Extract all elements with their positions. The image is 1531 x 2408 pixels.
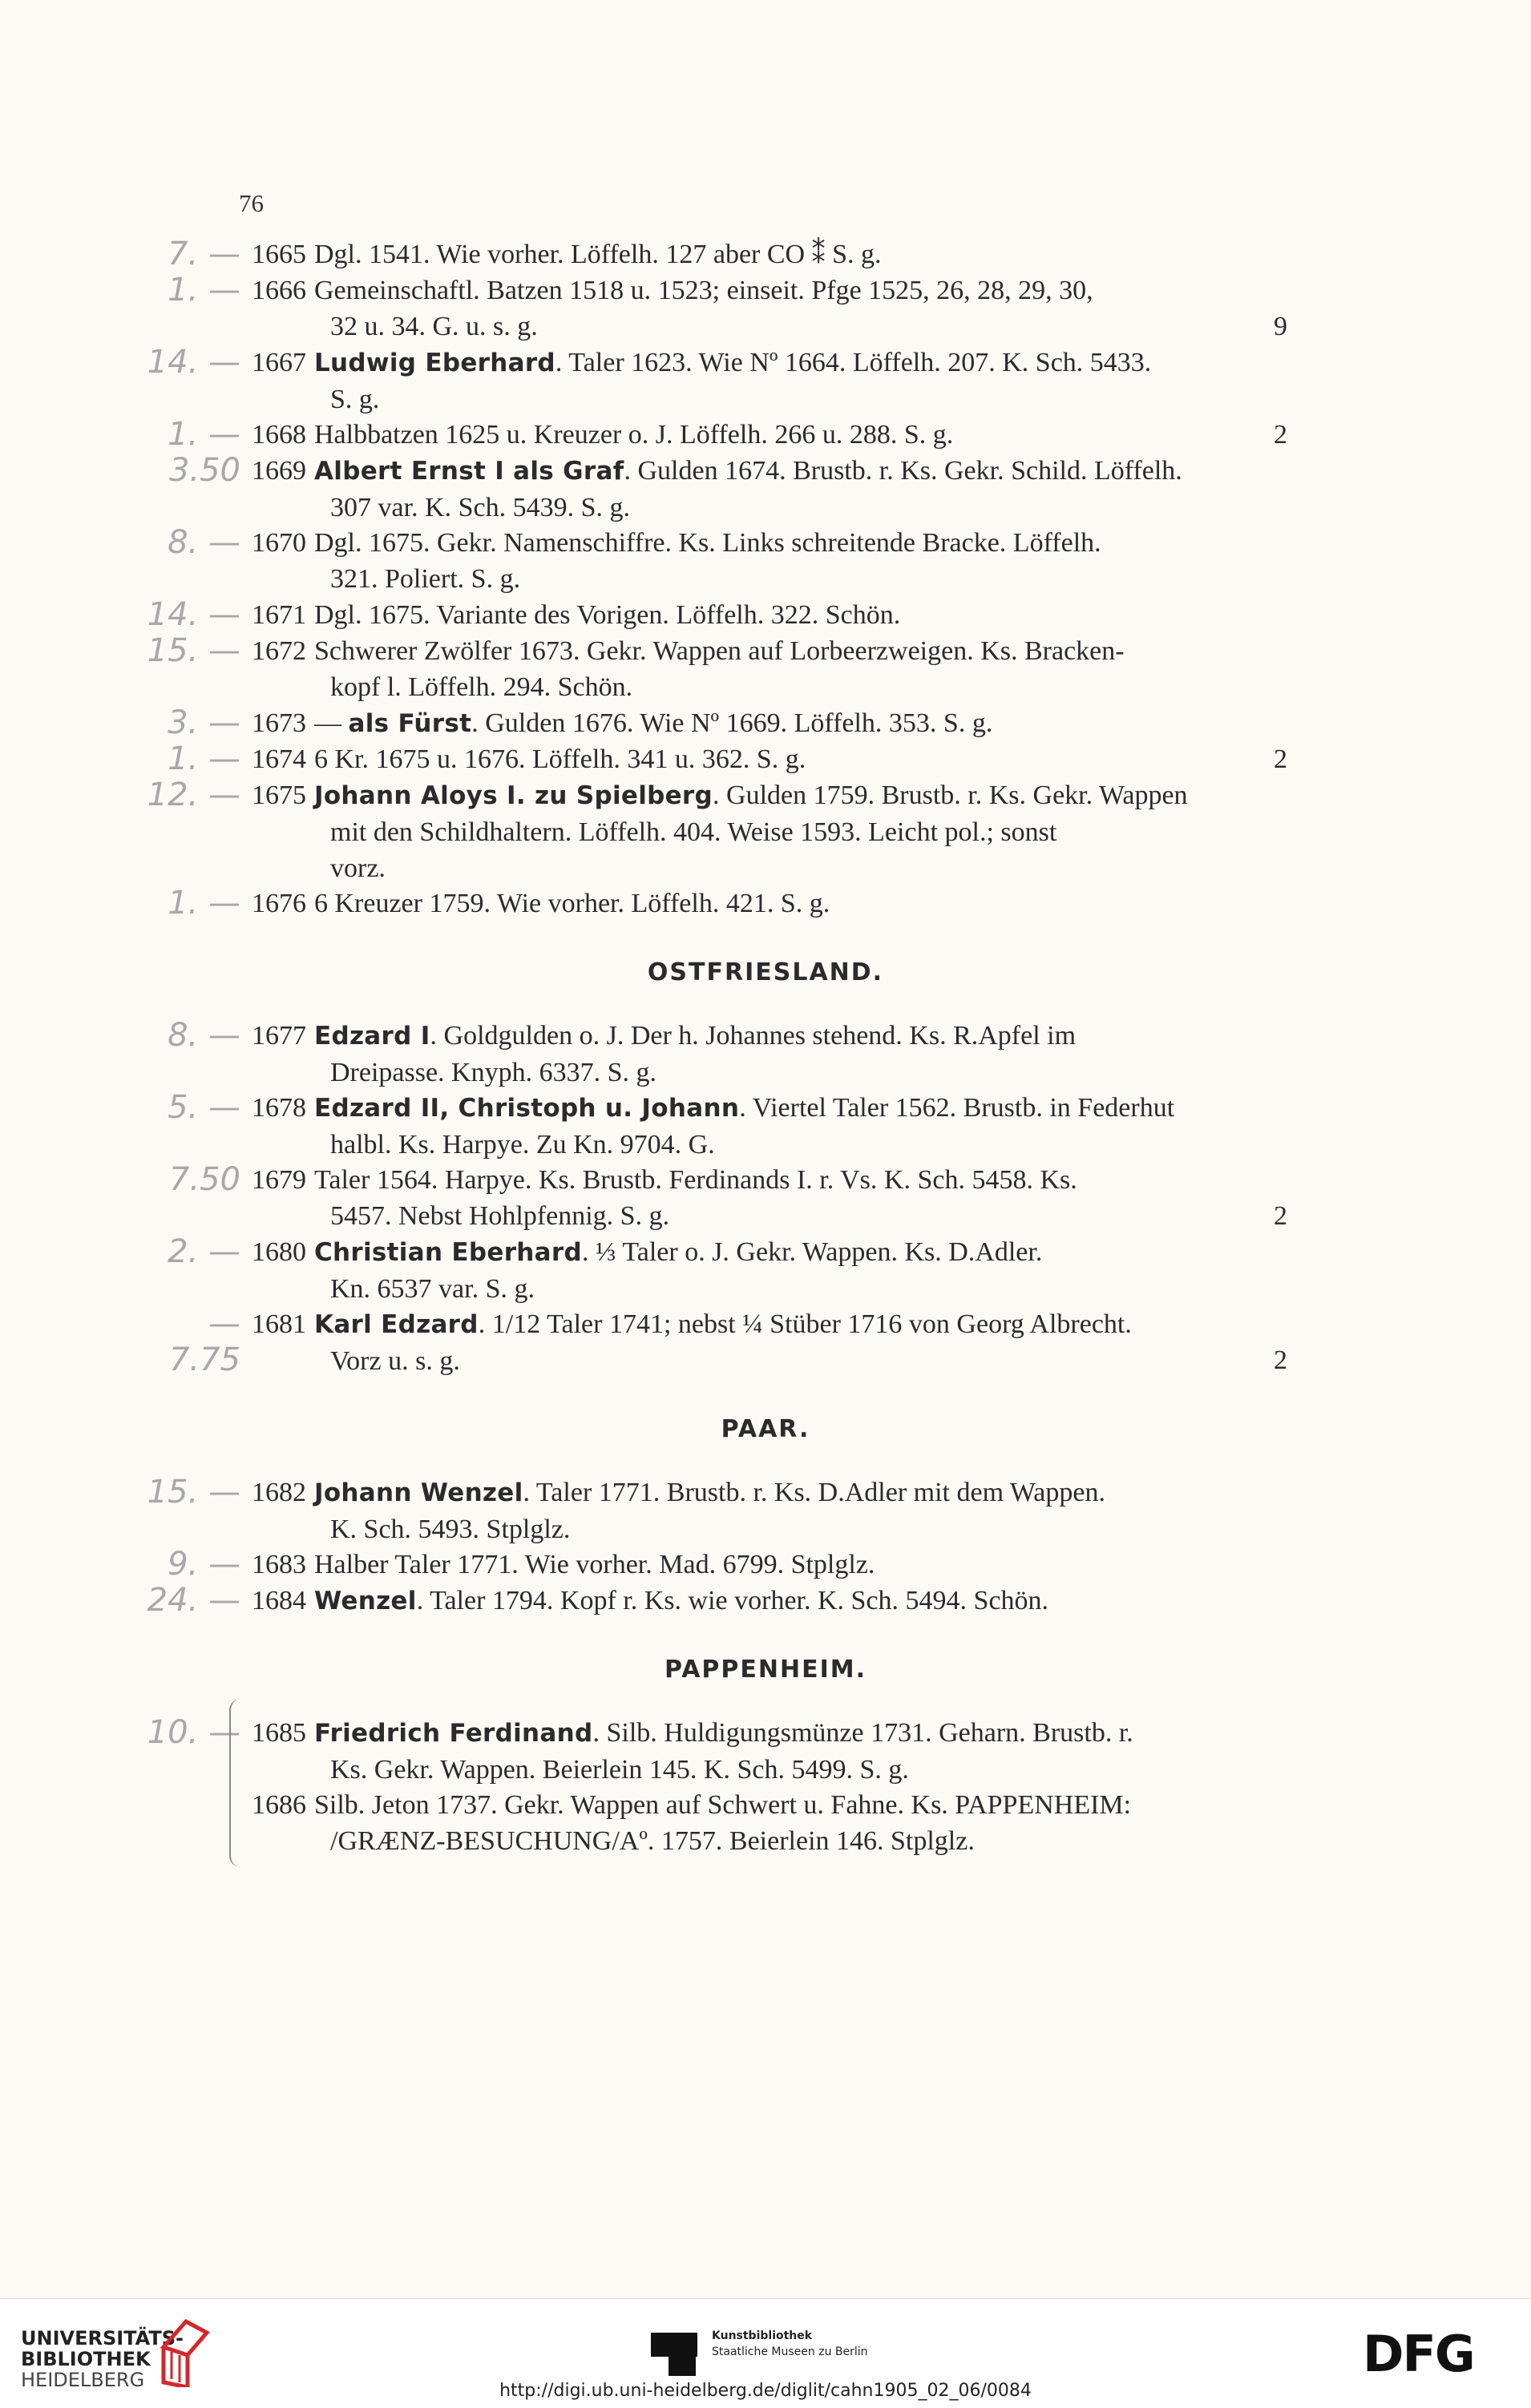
handwritten-price-note: 1. —: [168, 272, 240, 309]
lot-number: 1676: [252, 889, 306, 918]
lot-description: [314, 1234, 1287, 1307]
description-line: [314, 777, 1287, 814]
ruler-name: Johann Aloys I. zu Spielberg: [314, 781, 713, 810]
description-text: /GRÆNZ-BESUCHUNG/Aº. 1757. Beierlein 146. Stplglz.: [330, 1826, 975, 1856]
section-heading: PAPPENHEIM.: [664, 1656, 867, 1684]
handwritten-price-note: 14. —: [147, 596, 240, 633]
handwritten-price-note: 1. —: [168, 416, 240, 453]
description-text: Dreipasse. Knyph. 6337. S. g.: [330, 1058, 657, 1087]
description-line: [314, 453, 1287, 490]
description-text: Gemeinschaftl. Batzen 1518 u. 1523; einseit. Pfge 1525, 26, 28, 29, 30,: [314, 276, 1093, 305]
lot-description: [314, 885, 1287, 922]
lot-description: [314, 1162, 1287, 1234]
lot-number: 1679: [252, 1165, 306, 1195]
lot-description: [314, 453, 1287, 526]
handwritten-bracket: [229, 1699, 244, 1867]
lot-number: 1673: [252, 708, 306, 738]
description-text: . Taler 1771. Brustb. r. Ks. D.Adler mit dem Wappen.: [523, 1478, 1105, 1507]
ruler-name: als Fürst: [348, 709, 472, 738]
lot-description: [314, 777, 1287, 886]
lot-description: [314, 1715, 1287, 1788]
description-text: Halbbatzen 1625 u. Kreuzer o. J. Löffelh. 266 u. 288. S. g.: [314, 420, 954, 450]
description-line: [314, 1547, 1287, 1583]
handwritten-price-note: 1. —: [168, 740, 240, 777]
lot-description: [314, 345, 1287, 417]
handwritten-price-note: 8. —: [168, 1017, 240, 1054]
catalog-entry: [0, 1162, 1531, 1234]
lot-number: 1675: [252, 780, 306, 810]
description-text: Kn. 6537 var. S. g.: [330, 1274, 535, 1304]
catalog-entry: [0, 1234, 1531, 1306]
lot-number: 1667: [252, 348, 306, 377]
lot-number: 1670: [252, 528, 306, 558]
description-text: . 1/12 Taler 1741; nebst ¼ Stüber 1716 von Georg Albrecht.: [478, 1309, 1132, 1339]
heidelberg-logo-icon: [157, 2315, 213, 2387]
catalog-entry: [0, 272, 1531, 345]
description-line: [314, 597, 1287, 633]
lot-description: [314, 1474, 1287, 1547]
handwritten-price-note: 15. —: [147, 1474, 240, 1511]
description-line: [314, 1055, 1287, 1091]
description-line: [314, 381, 1287, 417]
description-text: . Gulden 1674. Brustb. r. Ks. Gekr. Schild. Löffelh.: [624, 456, 1182, 486]
description-text: Dgl. 1675. Variante des Vorigen. Löffelh. 322. Schön.: [314, 600, 901, 630]
description-text: . Viertel Taler 1562. Brustb. in Federhut: [739, 1093, 1175, 1123]
catalog-entry: [0, 453, 1531, 525]
lot-number: 1672: [252, 636, 306, 666]
lot-number: 1671: [252, 600, 306, 630]
description-text: K. Sch. 5493. Stplglz.: [330, 1515, 571, 1544]
page-number: 76: [239, 189, 264, 217]
kunstbibliothek-title: Kunstbibliothek: [712, 2329, 813, 2342]
handwritten-price-note: 3. —: [168, 704, 240, 741]
description-text: . Taler 1623. Wie Nº 1664. Löffelh. 207. K. Sch. 5433.: [555, 348, 1152, 377]
catalog-entry: [0, 741, 1531, 777]
description-text: Taler 1564. Harpye. Ks. Brustb. Ferdinands I. r. Vs. K. Sch. 5458. Ks.: [314, 1165, 1077, 1195]
description-line: [314, 272, 1287, 309]
catalog-entry: [0, 1306, 1531, 1378]
description-text: 6 Kr. 1675 u. 1676. Löffelh. 341 u. 362. S. g.: [314, 744, 806, 774]
catalog-entry: [0, 525, 1531, 597]
description-text: . Silb. Huldigungsmünze 1731. Geharn. Brustb. r.: [592, 1718, 1133, 1748]
description-text: Silb. Jeton 1737. Gekr. Wappen auf Schwert u. Fahne. Ks. PAPPENHEIM:: [314, 1790, 1132, 1820]
lot-number: 1685: [252, 1718, 306, 1748]
lot-number: 1686: [252, 1790, 306, 1820]
lot-number: 1678: [252, 1093, 306, 1123]
lot-description: [314, 272, 1287, 345]
ruler-name: Friedrich Ferdinand: [314, 1719, 593, 1748]
description-line: [314, 1162, 1287, 1198]
description-text: mit den Schildhaltern. Löffelh. 404. Weise 1593. Leicht pol.; sonst: [330, 817, 1057, 847]
description-line: [314, 1271, 1287, 1307]
description-text: Ks. Gekr. Wappen. Beierlein 145. K. Sch. 5499. S. g.: [330, 1755, 909, 1785]
lot-description: [314, 1547, 1287, 1583]
description-line: [314, 490, 1287, 526]
handwritten-price-note: 12. —: [147, 776, 240, 813]
lot-quantity: 2: [1274, 1201, 1287, 1231]
handwritten-price-note: 14. —: [147, 344, 240, 381]
lot-description: [314, 705, 1287, 742]
handwritten-price-note: 2. —: [168, 1233, 240, 1270]
description-line: [314, 525, 1287, 561]
lot-number: 1683: [252, 1550, 306, 1579]
handwritten-price-note: 10. —: [147, 1714, 240, 1751]
lot-description: [314, 633, 1287, 705]
handwritten-price-note: — 7.75: [168, 1305, 240, 1378]
lot-number: 1669: [252, 456, 306, 486]
handwritten-price-note: 9. —: [168, 1546, 240, 1583]
kunstbibliothek-subtitle: Staatliche Museen zu Berlin: [712, 2345, 868, 2358]
lot-description: [314, 1306, 1287, 1379]
description-line: [314, 1306, 1287, 1343]
catalog-entry: [0, 345, 1531, 417]
catalog-entry: [0, 1547, 1531, 1583]
description-line: [314, 1127, 1287, 1163]
description-line: [314, 885, 1287, 922]
ruler-name: Karl Edzard: [314, 1310, 479, 1339]
description-text: —: [314, 708, 349, 738]
description-line: [314, 705, 1287, 742]
description-text: . ⅓ Taler o. J. Gekr. Wappen. Ks. D.Adler.: [581, 1237, 1043, 1267]
description-line: [314, 1018, 1287, 1055]
description-text: . Gulden 1759. Brustb. r. Ks. Gekr. Wappen: [713, 780, 1188, 810]
catalog-entry: [0, 236, 1531, 272]
catalog-entry: [0, 885, 1531, 922]
catalog-entry: [0, 1018, 1531, 1090]
lot-description: [314, 1090, 1287, 1163]
lot-quantity: 2: [1274, 420, 1287, 450]
description-line: [314, 1474, 1287, 1511]
catalog-entry: [0, 705, 1531, 741]
lot-description: [314, 1583, 1287, 1619]
handwritten-price-note: 7.50: [168, 1161, 240, 1198]
description-text: Schwerer Zwölfer 1673. Gekr. Wappen auf Lorbeerzweigen. Ks. Bracken-: [314, 636, 1125, 666]
lot-description: [314, 1787, 1287, 1859]
lot-description: [314, 1018, 1287, 1091]
description-text: vorz.: [330, 853, 386, 883]
lot-number: 1684: [252, 1586, 306, 1615]
lot-number: 1677: [252, 1021, 306, 1051]
handwritten-price-note: 15. —: [147, 632, 240, 669]
ruler-name: Ludwig Eberhard: [314, 349, 555, 377]
description-line: [314, 1583, 1287, 1619]
lot-description: [314, 525, 1287, 597]
catalog-entry: [0, 1583, 1531, 1619]
description-text: 307 var. K. Sch. 5439. S. g.: [330, 493, 630, 522]
kunstbibliothek-logo-icon: [651, 2333, 697, 2376]
library-name-line3: HEIDELBERG: [21, 2369, 145, 2391]
description-line: [314, 1787, 1287, 1823]
handwritten-price-note: 24. —: [147, 1582, 240, 1619]
description-text: S. g.: [330, 385, 380, 414]
description-text: 32 u. 34. G. u. s. g.: [330, 312, 538, 341]
catalog-entry: [0, 633, 1531, 705]
source-url[interactable]: http://digi.ub.uni-heidelberg.de/diglit/cahn1905_02_06/0084: [499, 2381, 1032, 2401]
description-line: [314, 741, 1287, 777]
catalog-entry: [0, 1474, 1531, 1547]
lot-quantity: 9: [1274, 312, 1287, 341]
catalog-entry: [0, 597, 1531, 633]
description-line: [314, 814, 1287, 850]
ruler-name: Wenzel: [314, 1587, 417, 1615]
lot-description: [314, 597, 1287, 633]
handwritten-price-note: 5. —: [168, 1089, 240, 1126]
description-line: [314, 561, 1287, 597]
lot-number: 1666: [252, 276, 306, 305]
description-line: [314, 850, 1287, 886]
description-line: [314, 309, 1287, 345]
lot-number: 1665: [252, 240, 306, 269]
footer-bar: [0, 2298, 1531, 2408]
description-line: [314, 1752, 1287, 1788]
handwritten-price-note: 1. —: [168, 885, 240, 922]
description-text: halbl. Ks. Harpye. Zu Kn. 9704. G.: [330, 1130, 715, 1160]
handwritten-price-note: 3.50: [168, 452, 240, 489]
description-line: [314, 1198, 1287, 1234]
lot-number: 1674: [252, 744, 306, 774]
description-text: . Taler 1794. Kopf r. Ks. wie vorher. K. Sch. 5494. Schön.: [416, 1586, 1049, 1615]
description-line: [314, 417, 1287, 453]
lot-number: 1682: [252, 1478, 306, 1507]
ruler-name: Albert Ernst I als Graf: [314, 457, 624, 486]
ruler-name: Edzard I: [314, 1022, 430, 1051]
kunstbibliothek-label: [712, 2328, 868, 2360]
description-line: [314, 633, 1287, 669]
catalog-entry: [0, 1090, 1531, 1162]
description-line: [314, 669, 1287, 705]
lot-description: [314, 236, 1287, 272]
description-text: 6 Kreuzer 1759. Wie vorher. Löffelh. 421. S. g.: [314, 889, 830, 918]
section-heading: OSTFRIESLAND.: [647, 958, 884, 986]
lot-description: [314, 417, 1287, 453]
description-text: Halber Taler 1771. Wie vorher. Mad. 6799. Stplglz.: [314, 1550, 875, 1579]
lot-number: 1668: [252, 420, 306, 450]
handwritten-price-note: 7. —: [168, 236, 240, 272]
library-name-line1: UNIVERSITÄTS-: [21, 2327, 184, 2350]
description-text: 5457. Nebst Hohlpfennig. S. g.: [330, 1201, 670, 1231]
description-text: Vorz u. s. g.: [330, 1346, 460, 1376]
lot-quantity: 2: [1274, 744, 1287, 774]
handwritten-price-note: 8. —: [168, 524, 240, 561]
description-line: [314, 345, 1287, 381]
description-text: Dgl. 1541. Wie vorher. Löffelh. 127 aber CO ⁑ S. g.: [314, 240, 882, 269]
dfg-logo-text: DFG: [1363, 2329, 1474, 2378]
catalog-entry: [0, 777, 1531, 885]
lot-number: 1681: [252, 1309, 306, 1339]
description-text: Dgl. 1675. Gekr. Namenschiffre. Ks. Links schreitende Bracke. Löffelh.: [314, 528, 1101, 558]
library-name-line2: BIBLIOTHEK: [21, 2348, 151, 2370]
lot-description: [314, 741, 1287, 777]
description-line: [314, 1234, 1287, 1271]
dfg-logo-icon: [1363, 2329, 1515, 2378]
description-line: [314, 236, 1287, 272]
description-line: [314, 1343, 1287, 1379]
ruler-name: Johann Wenzel: [314, 1478, 523, 1507]
catalog-entry: [0, 417, 1531, 453]
description-text: 321. Poliert. S. g.: [330, 564, 521, 594]
description-line: [314, 1511, 1287, 1547]
ruler-name: Edzard II, Christoph u. Johann: [314, 1094, 740, 1123]
description-line: [314, 1823, 1287, 1859]
section-heading: PAAR.: [721, 1415, 810, 1443]
description-line: [314, 1090, 1287, 1127]
ruler-name: Christian Eberhard: [314, 1238, 582, 1267]
description-text: . Gulden 1676. Wie Nº 1669. Löffelh. 353. S. g.: [471, 708, 993, 738]
description-text: kopf l. Löffelh. 294. Schön.: [330, 672, 633, 702]
lot-quantity: 2: [1274, 1345, 1287, 1375]
description-text: . Goldgulden o. J. Der h. Johannes stehend. Ks. R.Apfel im: [430, 1021, 1077, 1051]
description-line: [314, 1715, 1287, 1752]
lot-number: 1680: [252, 1237, 306, 1267]
